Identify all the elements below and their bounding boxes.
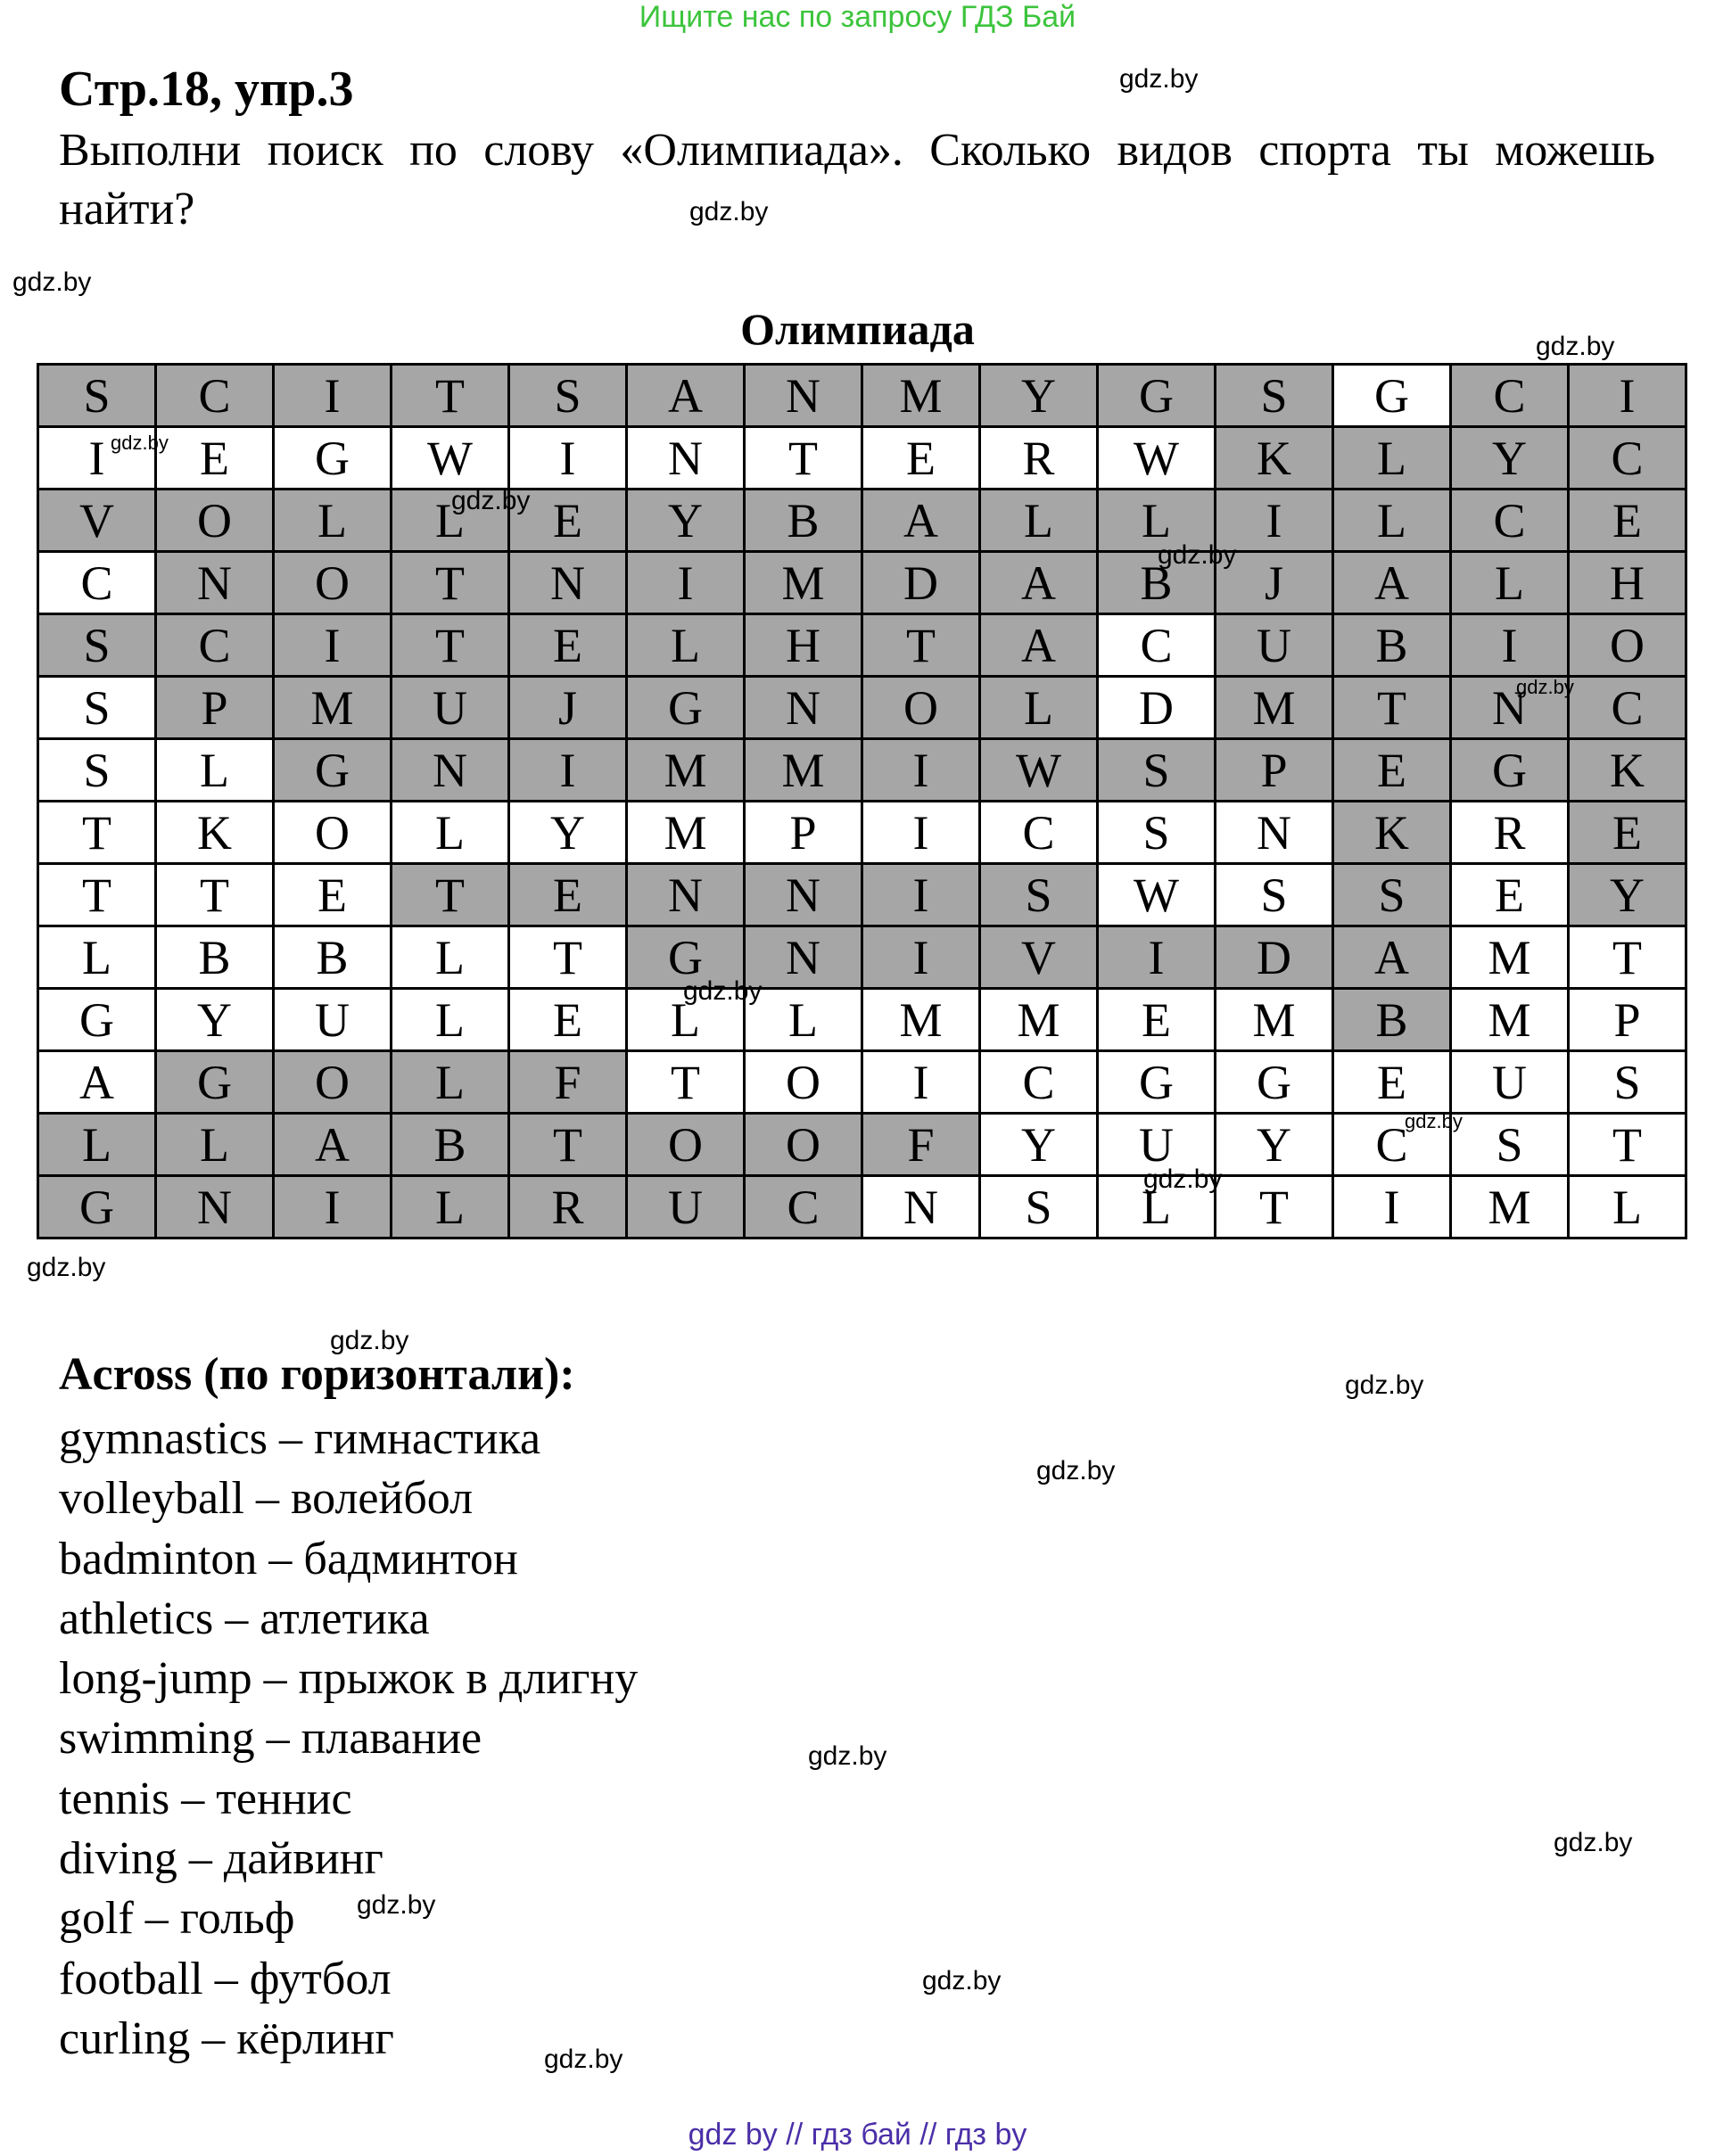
watermark: gdz.by [357,1890,436,1920]
grid-cell: E [509,989,627,1051]
grid-cell: J [1216,552,1333,614]
grid-cell: L [392,989,509,1051]
grid-cell: N [156,1176,274,1238]
grid-cell: N [862,1176,980,1238]
grid-cell: F [862,1114,980,1176]
grid-cell: Y [156,989,274,1051]
grid-cell: P [1569,989,1686,1051]
answer-item: golf – гольф [59,1893,295,1945]
grid-cell: L [392,1176,509,1238]
grid-row [38,365,1686,427]
grid-cell: L [627,614,745,677]
grid-cell: H [1569,552,1686,614]
grid-cell: I [862,739,980,802]
grid-cell: V [38,490,156,552]
grid-row [38,989,1686,1051]
grid-cell: M [627,739,745,802]
answer-item: football – футбол [59,1953,392,2004]
grid-row [38,926,1686,989]
grid-cell: N [156,552,274,614]
watermark: gdz.by [1345,1370,1424,1400]
grid-cell: L [38,1114,156,1176]
grid-cell: H [745,614,862,677]
puzzle-title: Олимпиада [740,304,975,354]
grid-row [38,614,1686,677]
grid-cell: S [1216,365,1333,427]
grid-cell: T [1569,1114,1686,1176]
grid-cell: K [156,802,274,864]
grid-cell: C [980,1051,1098,1114]
grid-cell: S [980,864,1098,926]
grid-cell: M [862,989,980,1051]
grid-cell: L [1569,1176,1686,1238]
grid-cell: K [1216,427,1333,490]
grid-cell: O [1569,614,1686,677]
grid-cell: T [38,864,156,926]
grid-cell: E [1569,490,1686,552]
grid-cell: L [1098,1176,1216,1238]
grid-cell: I [38,427,156,490]
grid-cell: Y [1451,427,1569,490]
grid-cell: C [1451,490,1569,552]
grid-cell: B [392,1114,509,1176]
grid-cell: U [392,677,509,739]
answer-item: diving – дайвинг [59,1833,383,1885]
grid-cell: L [980,490,1098,552]
grid-cell: C [156,614,274,677]
grid-cell: S [1451,1114,1569,1176]
watermark: gdz.by [1405,1110,1463,1132]
watermark: gdz.by [1516,676,1574,698]
grid-cell: L [156,739,274,802]
grid-cell: L [274,490,392,552]
grid-cell: T [392,614,509,677]
grid-cell: U [274,989,392,1051]
grid-cell: S [38,614,156,677]
grid-cell: R [1451,802,1569,864]
grid-cell: Y [1569,864,1686,926]
word-search-grid [37,363,1687,1239]
grid-cell: T [1569,926,1686,989]
grid-cell: I [862,1051,980,1114]
grid-cell: W [1098,864,1216,926]
grid-cell: M [1451,989,1569,1051]
grid-cell: G [38,1176,156,1238]
grid-cell: C [1333,1114,1451,1176]
grid-cell: P [1216,739,1333,802]
task-text: Выполни поиск по слову «Олимпиада». Сколько видов спорта ты можешь найти? [59,125,1655,235]
grid-cell: L [1098,490,1216,552]
grid-cell: L [980,677,1098,739]
grid-cell: B [1333,989,1451,1051]
grid-cell: S [38,365,156,427]
grid-cell: S [980,1176,1098,1238]
grid-cell: T [156,864,274,926]
grid-cell: M [1216,989,1333,1051]
grid-cell: B [1098,552,1216,614]
grid-cell: G [1098,365,1216,427]
grid-cell: C [1451,365,1569,427]
grid-cell: E [509,490,627,552]
grid-cell: E [156,427,274,490]
grid-cell: F [509,1051,627,1114]
watermark: gdz.by [1036,1456,1116,1485]
watermark: gdz.by [1143,1164,1223,1194]
grid-cell: I [1333,1176,1451,1238]
grid-cell: E [274,864,392,926]
grid-cell: M [862,365,980,427]
grid-cell: T [392,365,509,427]
grid-cell: T [862,614,980,677]
answer-item: athletics – атлетика [59,1592,430,1644]
grid-row [38,802,1686,864]
answers-heading: Across (по горизонтали): [59,1349,575,1400]
grid-cell: M [1216,677,1333,739]
watermark: gdz.by [451,486,531,515]
grid-cell: I [627,552,745,614]
watermark: gdz.by [808,1741,887,1771]
grid-cell: Y [980,365,1098,427]
grid-cell: G [627,677,745,739]
grid-cell: O [627,1114,745,1176]
grid-cell: I [1216,490,1333,552]
grid-cell: N [745,926,862,989]
grid-cell: E [1333,1051,1451,1114]
grid-cell: B [1333,614,1451,677]
grid-cell: A [1333,926,1451,989]
answer-item: long-jump – прыжок в длигну [59,1653,639,1705]
grid-cell: C [38,552,156,614]
grid-cell: W [980,739,1098,802]
grid-cell: O [745,1114,862,1176]
grid-cell: T [392,864,509,926]
answer-item: tennis – теннис [59,1773,352,1824]
grid-cell: U [1216,614,1333,677]
grid-row [38,677,1686,739]
answer-item: volleyball – волейбол [59,1473,474,1525]
grid-cell: D [1098,677,1216,739]
grid-cell: N [1216,802,1333,864]
grid-cell: M [627,802,745,864]
grid-cell: C [745,1176,862,1238]
grid-row [38,739,1686,802]
grid-cell: G [1216,1051,1333,1114]
grid-cell: S [1333,864,1451,926]
grid-cell: L [745,989,862,1051]
grid-cell: G [1333,365,1451,427]
grid-cell: I [862,864,980,926]
answer-item: badminton – бадминтон [59,1533,518,1584]
watermark: gdz.by [1158,540,1237,570]
grid-cell: S [1098,739,1216,802]
grid-cell: D [862,552,980,614]
grid-cell: D [1216,926,1333,989]
grid-cell: P [156,677,274,739]
grid-cell: M [274,677,392,739]
grid-cell: T [745,427,862,490]
grid-cell: S [1569,1051,1686,1114]
grid-row [38,490,1686,552]
grid-cell: T [38,802,156,864]
grid-cell: N [745,864,862,926]
grid-cell: A [627,365,745,427]
grid-cell: I [274,614,392,677]
watermark: gdz.by [683,976,763,1006]
grid-cell: L [156,1114,274,1176]
watermark: gdz.by [27,1253,106,1282]
answer-item: swimming – плавание [59,1713,482,1765]
grid-cell: G [627,926,745,989]
watermark: gdz.by [111,432,169,454]
grid-cell: I [862,802,980,864]
grid-row [38,864,1686,926]
grid-cell: P [745,802,862,864]
grid-row [38,1051,1686,1114]
grid-cell: E [509,864,627,926]
grid-cell: T [509,926,627,989]
grid-cell: C [1569,677,1686,739]
grid-cell: I [862,926,980,989]
grid-cell: M [745,552,862,614]
grid-cell: G [156,1051,274,1114]
grid-cell: T [627,1051,745,1114]
grid-cell: B [156,926,274,989]
grid-cell: B [274,926,392,989]
grid-cell: N [509,552,627,614]
grid-cell: W [1098,427,1216,490]
grid-cell: L [1333,490,1451,552]
grid-cell: N [745,677,862,739]
grid-cell: C [980,802,1098,864]
grid-cell: L [1451,552,1569,614]
grid-row [38,552,1686,614]
watermark: gdz.by [922,1966,1002,1996]
grid-cell: C [156,365,274,427]
answer-item: curling – кёрлинг [59,2012,394,2064]
grid-row [38,1176,1686,1238]
watermark: gdz.by [330,1326,409,1355]
watermark: gdz.by [1554,1828,1633,1857]
grid-cell: T [509,1114,627,1176]
grid-cell: L [392,802,509,864]
grid-cell: T [392,552,509,614]
grid-cell: U [627,1176,745,1238]
grid-cell: R [509,1176,627,1238]
grid-cell: K [1569,739,1686,802]
grid-cell: L [392,1051,509,1114]
grid-cell: O [274,1051,392,1114]
grid-cell: S [509,365,627,427]
grid-cell: S [38,739,156,802]
watermark: gdz.by [689,197,769,226]
grid-cell: G [1098,1051,1216,1114]
grid-cell: I [509,739,627,802]
grid-cell: Y [627,490,745,552]
grid-cell: E [1333,739,1451,802]
grid-row [38,427,1686,490]
grid-cell: G [274,739,392,802]
grid-cell: I [1451,614,1569,677]
grid-cell: B [745,490,862,552]
grid-cell: M [1451,1176,1569,1238]
grid-cell: C [1569,427,1686,490]
grid-cell: N [627,864,745,926]
grid-cell: R [980,427,1098,490]
grid-cell: K [1333,802,1451,864]
grid-cell: G [38,989,156,1051]
top-banner: Ищите нас по запросу ГДЗ Бай [639,0,1076,34]
grid-cell: N [627,427,745,490]
grid-cell: L [627,989,745,1051]
grid-cell: E [862,427,980,490]
grid-cell: N [392,739,509,802]
grid-cell: N [745,365,862,427]
grid-cell: L [392,490,509,552]
grid-cell: E [509,614,627,677]
grid-cell: M [980,989,1098,1051]
grid-cell: O [745,1051,862,1114]
grid-cell: S [1098,802,1216,864]
grid-cell: O [274,802,392,864]
grid-cell: M [1451,926,1569,989]
grid-cell: A [980,614,1098,677]
grid-cell: E [1569,802,1686,864]
grid-cell: S [38,677,156,739]
grid-cell: J [509,677,627,739]
grid-cell: N [1451,677,1569,739]
grid-cell: M [745,739,862,802]
grid-cell: O [862,677,980,739]
grid-cell: A [862,490,980,552]
grid-cell: Y [509,802,627,864]
grid-cell: Y [980,1114,1098,1176]
grid-cell: T [1216,1176,1333,1238]
grid-cell: A [274,1114,392,1176]
grid-cell: O [274,552,392,614]
grid-cell: I [509,427,627,490]
watermark: gdz.by [12,267,92,297]
grid-cell: G [274,427,392,490]
grid-cell: W [392,427,509,490]
watermark: gdz.by [1119,64,1199,94]
grid-cell: A [980,552,1098,614]
grid-cell: I [1098,926,1216,989]
grid-cell: T [1333,677,1451,739]
grid-cell: L [38,926,156,989]
grid-cell: G [1451,739,1569,802]
watermark: gdz.by [544,2045,623,2074]
grid-cell: L [392,926,509,989]
grid-cell: A [1333,552,1451,614]
watermark: gdz.by [1536,332,1615,361]
grid-cell: U [1098,1114,1216,1176]
grid-cell: A [38,1051,156,1114]
grid-cell: I [274,1176,392,1238]
grid-cell: I [1569,365,1686,427]
grid-cell: V [980,926,1098,989]
grid-cell: U [1451,1051,1569,1114]
footer-links: gdz by // гдз бай // гдз by [688,2118,1027,2152]
grid-cell: S [1216,864,1333,926]
grid-cell: E [1098,989,1216,1051]
page-reference: Стр.18, упр.3 [59,62,354,117]
grid-cell: C [1098,614,1216,677]
grid-cell: O [156,490,274,552]
grid-cell: L [1333,427,1451,490]
grid-cell: Y [1216,1114,1333,1176]
answers-list [59,1409,638,2069]
grid-cell: E [1451,864,1569,926]
answer-item: gymnastics – гимнастика [59,1413,541,1464]
grid-cell: I [274,365,392,427]
